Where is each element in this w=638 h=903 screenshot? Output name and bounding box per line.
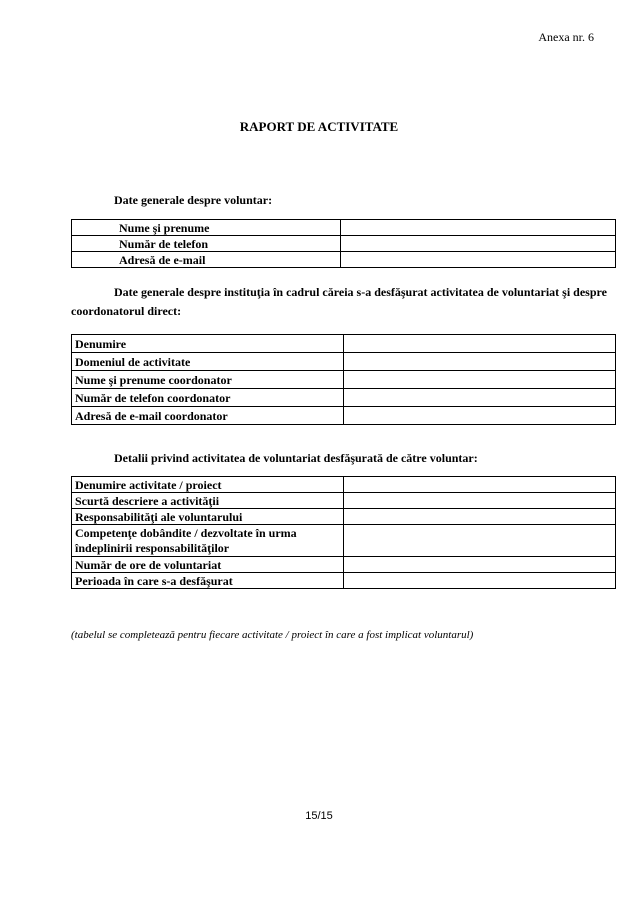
page-number: 15/15 bbox=[305, 810, 333, 822]
section-institution-heading: Date generale despre instituţia în cadrul căreia s-a desfăşurat activitatea de voluntariat şi despre coordonatorul direct: bbox=[71, 285, 607, 318]
row-label: Responsabilităţi ale voluntarului bbox=[72, 509, 344, 525]
row-value-cell[interactable] bbox=[344, 525, 616, 557]
table-row bbox=[72, 389, 616, 407]
table-row bbox=[72, 371, 616, 389]
row-value-cell[interactable] bbox=[341, 252, 616, 268]
row-label: Domeniul de activitate bbox=[72, 353, 344, 371]
table-row bbox=[72, 557, 616, 573]
row-value-cell[interactable] bbox=[341, 220, 616, 236]
row-value-cell[interactable] bbox=[344, 573, 616, 589]
row-value-cell[interactable] bbox=[344, 477, 616, 493]
activity-table bbox=[71, 476, 616, 589]
row-value-cell[interactable] bbox=[344, 335, 616, 353]
table-row bbox=[72, 477, 616, 493]
table-row bbox=[72, 220, 616, 236]
annex-label: Anexa nr. 6 bbox=[538, 30, 594, 44]
document-title: RAPORT DE ACTIVITATE bbox=[239, 119, 399, 134]
row-label: Adresă de e-mail bbox=[72, 252, 341, 268]
table-note: (tabelul se completează pentru fiecare activitate / proiect în care a fost implicat voluntarul) bbox=[71, 629, 474, 641]
table-row bbox=[72, 353, 616, 371]
row-label: Număr de telefon coordonator bbox=[72, 389, 344, 407]
row-label: Denumire activitate / proiect bbox=[72, 477, 344, 493]
table-row bbox=[72, 335, 616, 353]
volunteer-table bbox=[71, 219, 616, 268]
institution-table bbox=[71, 334, 616, 425]
row-value-cell[interactable] bbox=[344, 389, 616, 407]
row-label: Număr de ore de voluntariat bbox=[72, 557, 344, 573]
table-row bbox=[72, 236, 616, 252]
row-label: Nume şi prenume coordonator bbox=[72, 371, 344, 389]
row-label: Perioada în care s-a desfăşurat bbox=[72, 573, 344, 589]
table-row bbox=[72, 252, 616, 268]
row-value-cell[interactable] bbox=[344, 493, 616, 509]
table-row bbox=[72, 509, 616, 525]
row-label: Scurtă descriere a activităţii bbox=[72, 493, 344, 509]
row-value-cell[interactable] bbox=[344, 371, 616, 389]
row-value-cell[interactable] bbox=[344, 407, 616, 425]
table-row bbox=[72, 525, 616, 557]
row-label: Denumire bbox=[72, 335, 344, 353]
table-row bbox=[72, 573, 616, 589]
row-label: Adresă de e-mail coordonator bbox=[72, 407, 344, 425]
table-row bbox=[72, 493, 616, 509]
row-value-cell[interactable] bbox=[341, 236, 616, 252]
row-label: Nume şi prenume bbox=[72, 220, 341, 236]
section-volunteer-heading: Date generale despre voluntar: bbox=[114, 193, 273, 207]
row-value-cell[interactable] bbox=[344, 509, 616, 525]
row-label: Număr de telefon bbox=[72, 236, 341, 252]
row-value-cell[interactable] bbox=[344, 557, 616, 573]
row-value-cell[interactable] bbox=[344, 353, 616, 371]
table-row bbox=[72, 407, 616, 425]
section-activity-heading: Detalii privind activitatea de voluntariat desfăşurată de către voluntar: bbox=[114, 451, 478, 465]
row-label: Competenţe dobândite / dezvoltate în urma îndeplinirii responsabilităţilor bbox=[72, 525, 344, 557]
